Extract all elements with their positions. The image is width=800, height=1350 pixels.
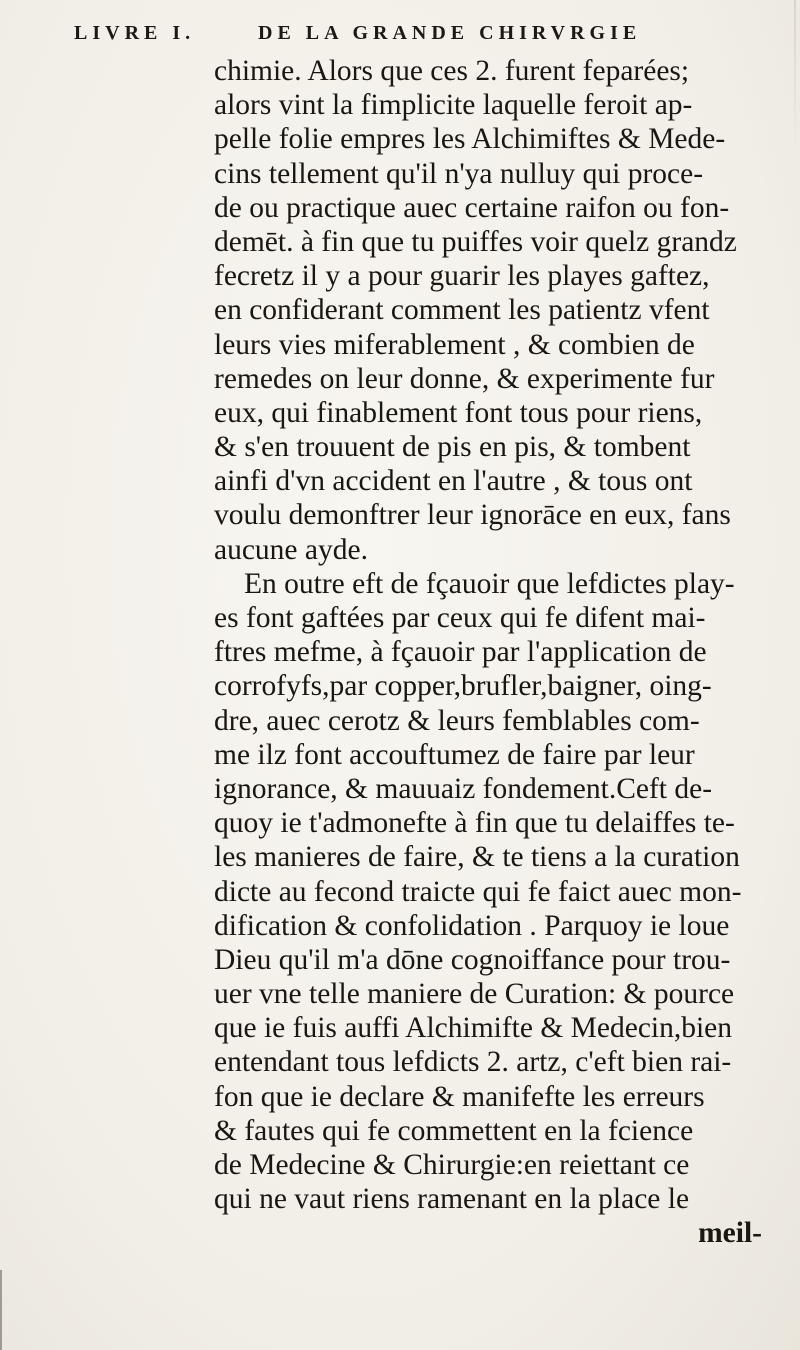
text-line: pelle folie empres les Alchimiftes & Mede- <box>214 123 726 156</box>
text-line: de Medecine & Chirurgie:en reiettant ce <box>214 1149 690 1181</box>
text-line: leurs vies miferablement , & combien de <box>214 328 695 361</box>
running-head-book: LIVRE I. <box>74 22 196 44</box>
text-line: qui ne vaut riens ramenant en la place le <box>214 1183 690 1216</box>
text-line: en confiderant comment les patientz vfent <box>214 294 710 327</box>
text-line: ignorance, & mauuaiz fondement.Ceft de- <box>214 772 713 805</box>
paragraph-start-line: En outre eft de fçauoir que lefdictes play- <box>244 567 735 600</box>
text-line: fecretz il y a pour guarir les playes gaftez, <box>214 260 710 293</box>
running-head <box>70 22 790 50</box>
binding-edge-mark <box>0 1270 2 1350</box>
text-line: & s'en trouuent de pis en pis, & tombent <box>214 431 691 464</box>
text-line: aucune ayde. <box>214 533 368 566</box>
text-line: dicte au fecond traicte qui fe faict auec mon- <box>214 875 742 908</box>
text-line: me ilz font accouftumez de faire par leur <box>214 738 695 771</box>
text-line: demēt. à fin que tu puiffes voir quelz grandz <box>214 225 737 258</box>
text-line: fon que ie declare & manifefte les erreurs <box>214 1080 705 1113</box>
text-line: cins tellement qu'il n'ya nulluy qui proce- <box>214 157 704 190</box>
text-line: entendant tous lefdicts 2. artz, c'eft bien rai- <box>214 1046 732 1079</box>
text-line: Dieu qu'il m'a dōne cognoiffance pour trou- <box>214 943 731 976</box>
text-line: dre, auec cerotz & leurs femblables com- <box>214 704 700 737</box>
text-line: chimie. Alors que ces 2. furent feparées; <box>214 55 690 87</box>
text-line: que ie fuis auffi Alchimifte & Medecin,bien <box>214 1012 733 1045</box>
text-line: alors vint la fimplicite laquelle feroit ap- <box>214 89 693 122</box>
text-line: corrofyfs,par copper,brufler,baigner, oing- <box>214 670 712 703</box>
body-text <box>214 54 770 1251</box>
running-head-title: DE LA GRANDE CHIRVRGIE <box>258 22 642 44</box>
text-line: ftres mefme, à fçauoir par l'application de <box>214 636 707 669</box>
text-line: uer vne telle maniere de Curation: & pource <box>214 978 735 1011</box>
page-edge-shadow <box>794 0 796 150</box>
text-line: de ou practique auec certaine raifon ou fon- <box>214 191 730 224</box>
text-line: quoy ie t'admonefte à fin que tu delaiffes te- <box>214 807 735 840</box>
text-line: dification & confolidation . Parquoy ie loue <box>214 909 730 942</box>
catchword: meil- <box>698 1217 762 1250</box>
text-line: remedes on leur donne, & experimente fur <box>214 362 715 395</box>
text-line: voulu demonftrer leur ignorāce en eux, fans <box>214 499 731 532</box>
text-line: & fautes qui fe commettent en la fcience <box>214 1114 694 1147</box>
text-line: eux, qui finablement font tous pour riens, <box>214 396 703 429</box>
text-line: les manieres de faire, & te tiens a la curation <box>214 841 740 874</box>
text-line: es font gaftées par ceux qui fe difent mai- <box>214 602 706 634</box>
text-line: ainfi d'vn accident en l'autre , & tous ont <box>214 465 693 498</box>
